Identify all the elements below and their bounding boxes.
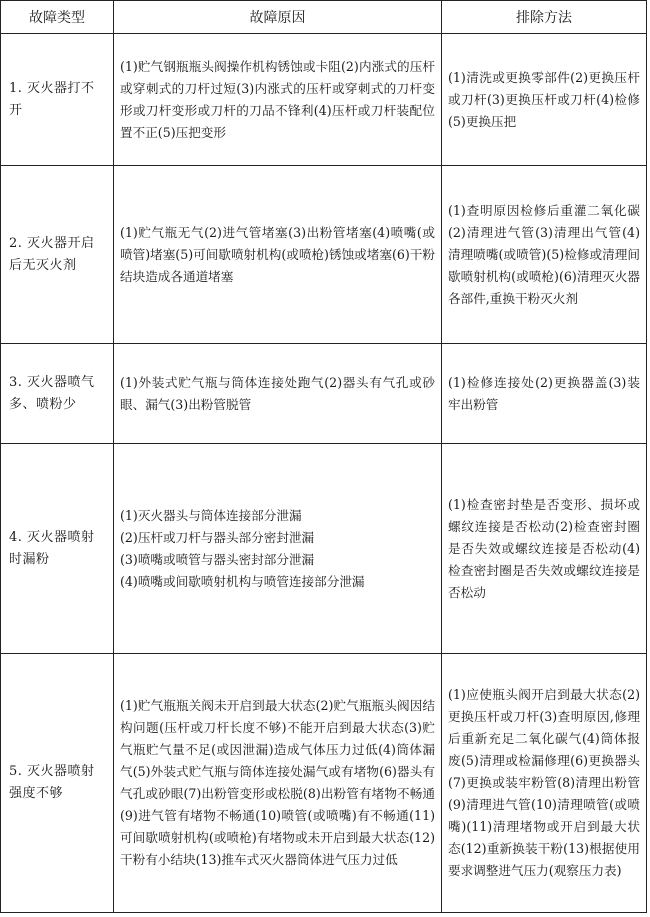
fault-type-line: 多、喷粉少 [9,396,77,412]
table-row [1,444,647,654]
fault-type-line: 后无灭火剂 [9,257,77,273]
fault-type-cell [1,344,114,444]
table-row [1,34,647,166]
fix-method-cell: (1)检查密封垫是否变形、损坏或螺纹连接是否松动(2)检查密封圈是否失效或螺纹连接是否松动(4)检查密封圈是否失效或螺纹连接是否松动 [442,444,647,654]
fault-type-line: 2. 灭火器开启 [9,235,95,251]
header-row [1,1,647,34]
fault-cause-cell [114,444,442,654]
header-fault-cause: 故障原因 [114,1,442,34]
fault-type-cell [1,166,114,344]
fault-cause-cell: (1)贮气瓶无气(2)进气管堵塞(3)出粉管堵塞(4)喷嘴(或喷管)堵塞(5)可间歇喷射机构(或喷枪)锈蚀或堵塞(6)干粉结块造成各通道堵塞 [114,166,442,344]
fault-cause-line: (1)灭火器头与筒体连接部分泄漏 [120,507,302,523]
fault-cause-cell: (1)外装式贮气瓶与筒体连接处跑气(2)器头有气孔或砂眼、漏气(3)出粉管脱管 [114,344,442,444]
fix-method-cell: (1)检修连接处(2)更换器盖(3)装牢出粉管 [442,344,647,444]
fault-type-line: 3. 灭火器喷气 [9,374,95,390]
header-fault-type: 故障类型 [1,1,114,34]
fault-cause-cell: (1)贮气瓶瓶关阀未开启到最大状态(2)贮气瓶瓶头阀因结构问题(压杆或刀杆长度不够)不能开启到最大状态(3)贮气瓶贮气量不足(或因泄漏)造成气体压力过低(4)筒体漏气(5)外装式贮气瓶与筒体连接处漏气或有堵物(6)器头有气孔或砂眼(7)出粉管变形或松脱(8)出粉管有堵物不畅通(9)进气管有堵物不畅通(10)喷管(或喷嘴)有不畅通(11)可间歇喷射机构(或喷枪)有堵物或未开启到最大状态(12)干粉有小结块(13)推车式灭火器筒体进气压力过低 [114,654,442,913]
fault-type-line: 强度不够 [9,786,64,801]
fix-method-cell: (1)清洗或更换零部件(2)更换压杆或刀杆(3)更换压杆或刀杆(4)检修(5)更换压把 [442,34,647,166]
fault-type-line: 1. 灭火器打不 [9,80,95,96]
fault-type-cell [1,654,114,913]
fix-method-cell: (1)查明原因检修后重灌二氧化碳(2)清理进气管(3)清理出气管(4)清理喷嘴(或喷管)(5)检修或清理间歇喷射机构(或喷枪)(6)清理灭火器各部件,重换干粉灭火剂 [442,166,647,344]
fault-type-cell [1,34,114,166]
table-row [1,654,647,913]
fault-cause-cell: (1)贮气钢瓶瓶头阀操作机构锈蚀或卡阻(2)内涨式的压杆或穿刺式的刀杆过短(3)内涨式的压杆或穿刺式的刀杆变形或刀杆变形或刀杆的刀品不锋利(4)压杆或刀杆装配位置不正(5)压把变形 [114,34,442,166]
header-fix-method: 排除方法 [442,1,647,34]
table-row [1,166,647,344]
fault-cause-line: (4)喷嘴或间歇喷射机构与喷管连接部分泄漏 [120,573,365,589]
table-row [1,344,647,444]
fault-type-line: 开 [9,102,23,118]
fault-type-line: 时漏粉 [9,551,50,567]
fault-cause-line: (2)压杆或刀杆与器头部分密封泄漏 [120,529,315,545]
fault-cause-line: (3)喷嘴或喷管与器头密封部分泄漏 [120,551,315,567]
fault-type-line: 4. 灭火器喷射 [9,529,95,545]
fault-type-cell [1,444,114,654]
fix-method-cell: (1)应使瓶头阀开启到最大状态(2)更换压杆或刀杆(3)查明原因,修理后重新充足二氧化碳气(4)筒体报废(5)清理或检漏修理(6)更换器头(7)更换或装牢粉管(8)清理出粉管(9)清理进气管(10)清理喷管(或喷嘴)(11)清理堵物或开启到最大状态(12)重新换装干粉(13)根据使用要求调整进气压力(观察压力表) [442,654,647,913]
fault-type-line: 5. 灭火器喷射 [9,764,95,779]
